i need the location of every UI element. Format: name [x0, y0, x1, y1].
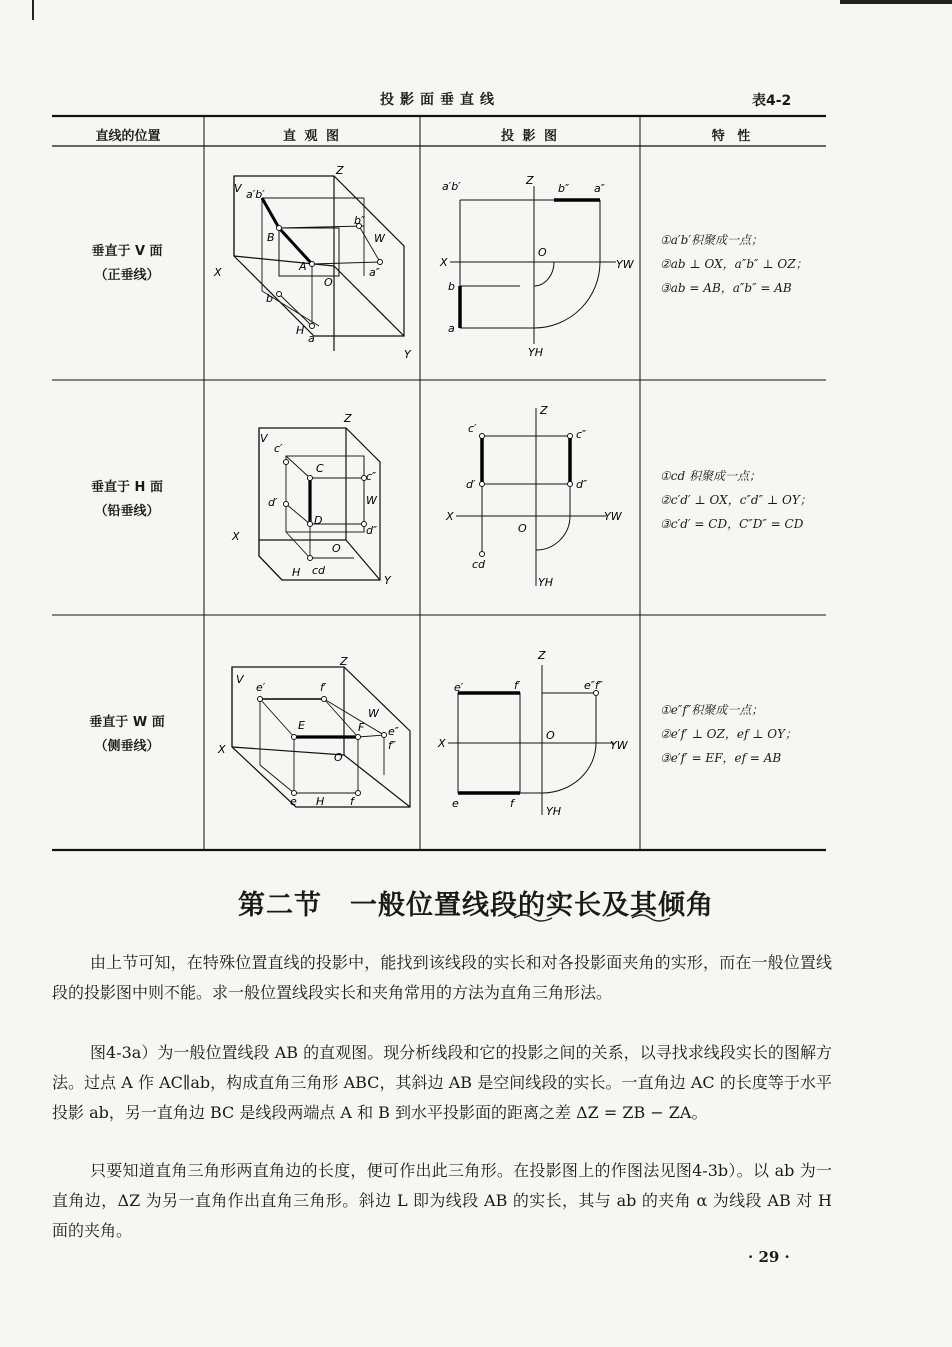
p3-YW: YW [610, 739, 628, 752]
v3-fpp: f″ [388, 739, 396, 752]
p3-YH: YH [546, 805, 561, 818]
p1-YH: YH [528, 346, 543, 359]
p2-dpp: d″ [576, 478, 588, 491]
v3-E: E [298, 719, 305, 732]
v1-a: a [308, 332, 315, 345]
p3-ef: e″f″ [584, 679, 603, 692]
v1-W: W [374, 232, 385, 245]
v1-X: X [214, 266, 222, 279]
v2-c: c′ [274, 442, 283, 455]
p1-O: O [538, 246, 547, 259]
v3-f2: f [350, 795, 354, 808]
table-title: 投影面垂直线 [380, 92, 500, 108]
row1-prop-3: ③ab = AB，a″b″ = AB [660, 281, 792, 295]
paragraph-2: 图4-3a）为一般位置线段 AB 的直观图。现分析线段和它的投影之间的关系，以寻找求线段实长的图解方法。过点 A 作 AC∥ab，构成直角三角形 ABC，其斜边 AB 是空间线段的实长。一直角边 AC 的长度等于水平投影 ab，另一直角边 BC 是线段两端点 A 和 B 到水平投影面的距离之差 ΔZ = ZB − ZA。 [52, 1043, 832, 1122]
p3-O: O [546, 729, 555, 742]
p2-cpp: c″ [576, 428, 587, 441]
row1-position-line2: （正垂线） [94, 268, 160, 283]
row2-position [52, 476, 202, 524]
v3-epp: e″ [388, 725, 399, 738]
p3-Z: Z [538, 649, 546, 662]
row2-prop-2: ②c′d′ ⊥ OX，c″d″ ⊥ OY； [660, 493, 812, 507]
row3-position-line1: 垂直于 W 面 [89, 715, 165, 730]
header-view: 直 观 图 [282, 129, 342, 144]
v1-bpp: b″ [354, 214, 366, 227]
p2-cd: cd [472, 558, 486, 571]
v1-A: A [299, 260, 307, 273]
row3-position-line2: （侧垂线） [94, 739, 160, 754]
v2-Y: Y [384, 574, 391, 587]
row3-projection [420, 615, 640, 850]
v3-V: V [236, 673, 244, 686]
v1-O: O [324, 276, 333, 289]
header-projection: 投 影 图 [500, 129, 560, 144]
row1-prop-1: ①a′b′积聚成一点； [660, 233, 764, 247]
v3-F: F [358, 721, 365, 734]
v3-O: O [334, 751, 343, 764]
row2-prop-3: ③c′d′ = CD，C″D″ = CD [660, 517, 804, 531]
v1-app: a″ [369, 266, 380, 279]
v3-X: X [218, 743, 226, 756]
v1-Z: Z [336, 164, 344, 177]
p2-YW: YW [604, 510, 622, 523]
page-number: · 29 · [748, 1248, 790, 1266]
p3-e2: e [452, 797, 459, 810]
p3-f2: f [510, 797, 514, 810]
row2-prop-1: ①cd 积聚成一点； [660, 469, 761, 483]
row2-projection [420, 380, 640, 615]
v3-Z: Z [340, 655, 348, 668]
v3-H: H [316, 795, 325, 808]
v1-b: b [266, 292, 273, 305]
v2-H: H [292, 566, 301, 579]
v2-cpp: c″ [366, 470, 377, 483]
v3-e2: e [290, 795, 297, 808]
row1-pictorial [204, 146, 420, 380]
p1-X: X [440, 256, 448, 269]
v1-H: H [296, 324, 305, 337]
v3-e: e′ [256, 681, 266, 694]
row1-position [52, 240, 202, 288]
p3-f: f′ [514, 679, 521, 692]
v3-W: W [368, 707, 379, 720]
v2-Z: Z [344, 412, 352, 425]
p1-Z: Z [526, 174, 534, 187]
p3-e: e′ [454, 681, 464, 694]
row1-properties [660, 228, 808, 300]
v1-B: B [267, 231, 275, 244]
v2-d: d′ [268, 496, 278, 509]
header-position: 直线的位置 [95, 129, 161, 144]
p2-O: O [518, 522, 527, 535]
row2-properties [660, 464, 812, 536]
p2-YH: YH [538, 576, 553, 589]
row1-prop-2: ②ab ⊥ OX，a″b″ ⊥ OZ； [660, 257, 808, 271]
p1-app: a″ [594, 182, 605, 195]
p1-ab: a′b′ [442, 180, 461, 193]
v2-dpp: d″ [366, 524, 378, 537]
row3-prop-1: ①e″f″积聚成一点； [660, 703, 764, 717]
row3-position [52, 711, 202, 759]
v2-V: V [260, 432, 268, 445]
p1-a: a [448, 322, 455, 335]
v1-ab: a′b′ [246, 188, 265, 201]
paragraph-1: 由上节可知，在特殊位置直线的投影中，能找到该线段的实长和对各投影面夹角的实形，而在一般位置线段的投影图中则不能。求一般位置线段实长和夹角常用的方法为直角三角形法。 [52, 953, 832, 1002]
p3-X: X [438, 737, 446, 750]
p1-bpp: b″ [558, 182, 570, 195]
p2-d: d′ [466, 478, 476, 491]
v2-D: D [314, 514, 323, 527]
v1-V: V [234, 182, 242, 195]
paragraph-3: 只要知道直角三角形两直角边的长度，便可作出此三角形。在投影图上的作图法见图4-3b）。以 ab 为一直角边，ΔZ 为另一直角作出直角三角形。斜边 L 即为线段 AB 的实长，其与 ab 的夹角 α 为线段 AB 对 H 面的夹角。 [52, 1161, 832, 1240]
row3-prop-3: ③e′f′ = EF，ef = AB [660, 751, 782, 765]
row1-position-line1: 垂直于 V 面 [91, 244, 163, 259]
v3-f: f′ [320, 681, 327, 694]
p1-b: b [448, 280, 455, 293]
p2-X: X [446, 510, 454, 523]
v2-cd: cd [312, 564, 326, 577]
row2-position-line2: （铅垂线） [94, 504, 160, 519]
section-title: 第二节 一般位置线段的实长及其倾角 [238, 890, 714, 921]
row3-properties [660, 698, 797, 770]
row3-pictorial [204, 615, 420, 850]
v1-Y: Y [404, 348, 411, 361]
row1-projection [420, 146, 640, 380]
v2-W: W [366, 494, 377, 507]
v2-X: X [232, 530, 240, 543]
p2-Z: Z [540, 404, 548, 417]
header-properties: 特 性 [711, 129, 755, 144]
row2-pictorial [204, 380, 420, 615]
row3-prop-2: ②e′f′ ⊥ OZ，ef ⊥ OY； [660, 727, 798, 741]
p1-YW: YW [616, 258, 634, 271]
p2-c: c′ [468, 422, 477, 435]
v2-C: C [316, 462, 324, 475]
row2-position-line1: 垂直于 H 面 [91, 480, 163, 495]
table-number: 表4-2 [752, 93, 792, 109]
handwritten-underline [500, 912, 700, 928]
v2-O: O [332, 542, 341, 555]
